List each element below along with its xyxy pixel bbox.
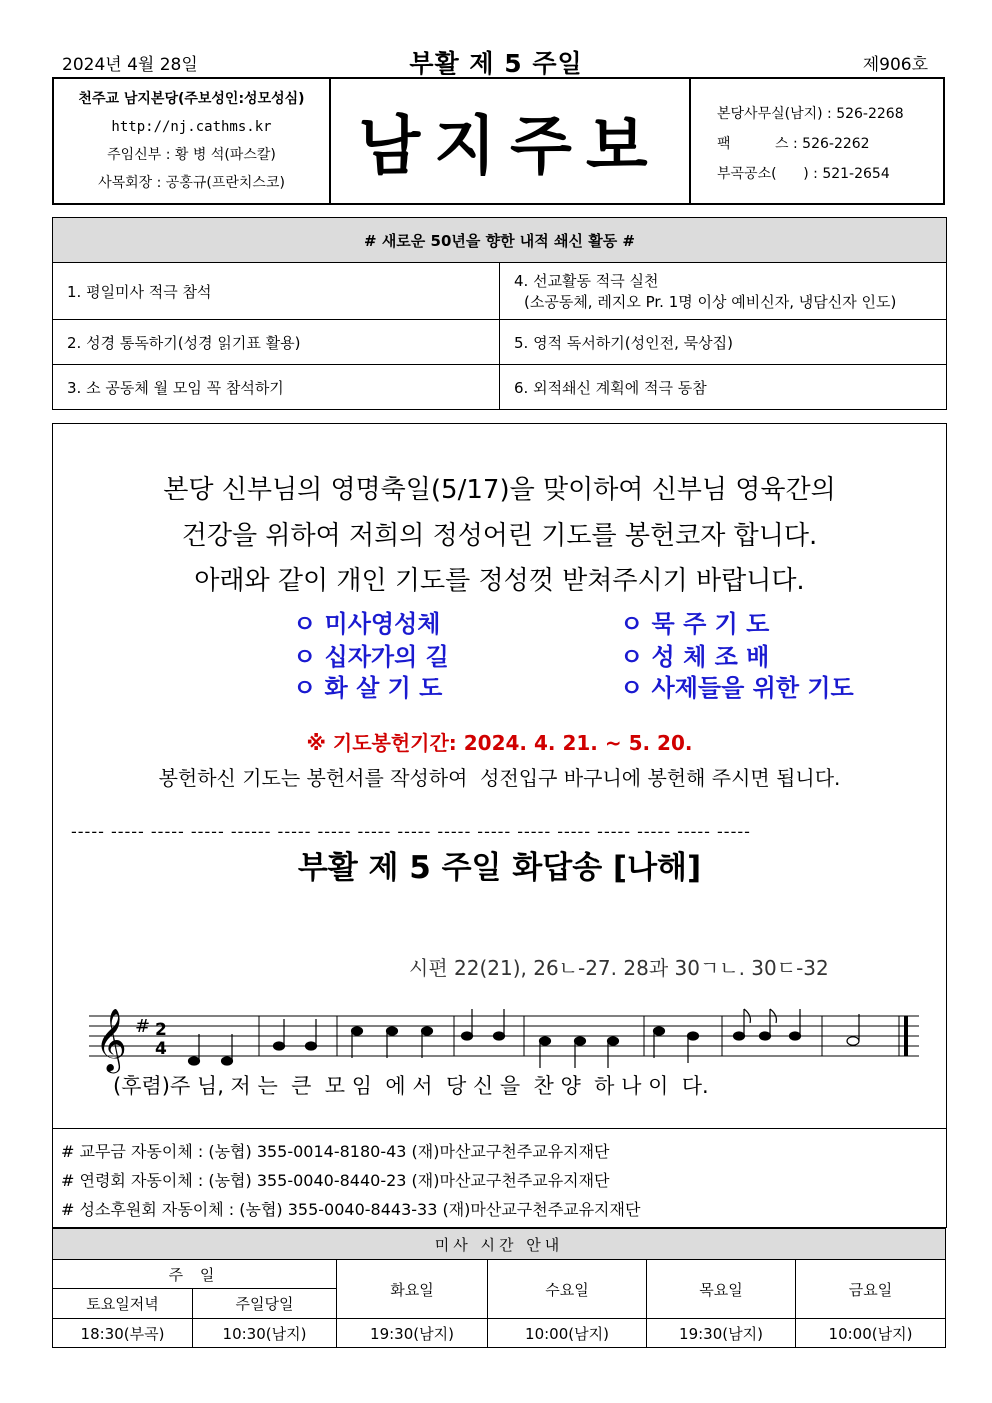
mass-time: 18:30(부곡) — [53, 1319, 193, 1348]
contact-office: 본당사무실(남지) : 526-2268 — [717, 106, 904, 122]
prayer-period: ※ 기도봉헌기간: 2024. 4. 21. ~ 5. 20. — [306, 731, 693, 755]
prayer-note: 봉헌하신 기도는 봉헌서를 작성하여 성전입구 바구니에 봉헌해 주시면 됩니다. — [158, 766, 841, 790]
note — [760, 1032, 771, 1040]
note — [494, 1032, 505, 1040]
note — [274, 1042, 285, 1050]
divider: ----- ----- ----- ----- ------ ----- ----- ----- ----- ----- ----- ----- ----- ----- ----- ----- ----- — [71, 822, 751, 841]
music-staff — [89, 1002, 929, 1074]
sharp-icon: # — [135, 1016, 151, 1037]
priest-name: 주임신부 : 황 병 석(파스칼) — [107, 147, 276, 163]
note — [654, 1027, 665, 1035]
contact-fax: 팩 스 : 526-2262 — [717, 136, 870, 152]
note — [462, 1032, 473, 1040]
prayer-item: ㅇ 미사영성체 — [293, 610, 441, 638]
mass-sat-eve-header: 토요일저녁 — [53, 1289, 193, 1319]
mass-time: 19:30(남지) — [647, 1319, 796, 1348]
contact-bugok: 부곡공소( ) : 521-2654 — [717, 166, 890, 182]
prayer-line-3: 아래와 같이 개인 기도를 정성껏 받쳐주시기 바랍니다. — [194, 566, 805, 596]
mass-sun-day-header: 주일당일 — [193, 1289, 337, 1319]
parish-url[interactable]: http://nj.cathms.kr — [111, 119, 272, 135]
note — [189, 1057, 200, 1065]
activity-4-title: 4. 선교활동 적극 실천 — [514, 272, 659, 290]
time-signature-bottom: 4 — [155, 1039, 167, 1059]
prayer-line-2: 건강을 위하여 저희의 정성어린 기도를 봉헌코자 합니다. — [181, 521, 818, 551]
psalm-lyrics: (후렴)주 님, 저 는 큰 모 임 에 서 당 신 을 찬 양 하 나 이 다. — [113, 1074, 709, 1098]
prayer-item: ㅇ 십자가의 길 — [293, 643, 449, 671]
note — [575, 1037, 586, 1045]
note — [222, 1057, 233, 1065]
activity-5: 5. 영적 독서하기(성인전, 묵상집) — [500, 320, 947, 365]
activities-heading: # 새로운 50년을 향한 내적 쇄신 활동 # — [53, 218, 947, 263]
mass-time: 10:00(남지) — [796, 1319, 946, 1348]
activity-6: 6. 외적쇄신 계획에 적극 동참 — [500, 365, 947, 410]
mass-wed-header: 수요일 — [488, 1260, 647, 1319]
contact-list — [691, 79, 943, 203]
activity-4-detail: (소공동체, 레지오 Pr. 1명 이상 예비신자, 냉담신자 인도) — [524, 293, 897, 311]
bank-vocation: # 성소후원회 자동이체 : (농협) 355-0040-8443-33 (재)마산교구천주교유지재단 — [61, 1200, 641, 1219]
parish-name: 천주교 남지본당(주보성인:성모성심) — [78, 91, 305, 107]
prayer-section — [52, 423, 947, 1129]
note — [847, 1037, 859, 1045]
psalm-title: 부활 제 5 주일 화답송 [나해] — [297, 850, 702, 886]
prayer-item: ㅇ 묵 주 기 도 — [620, 610, 770, 638]
prayer-line-1: 본당 신부님의 영명축일(5/17)을 맞이하여 신부님 영육간의 — [163, 475, 836, 505]
treble-clef-icon: 𝄞 — [95, 1008, 127, 1071]
activity-1: 1. 평일미사 적극 참석 — [53, 263, 500, 320]
note — [688, 1032, 699, 1040]
note — [422, 1027, 433, 1035]
note — [790, 1032, 801, 1040]
page-title: 부활 제 5 주일 — [409, 49, 583, 78]
note — [734, 1032, 745, 1040]
activity-3: 3. 소 공동체 월 모임 꼭 참석하기 — [53, 365, 500, 410]
psalm-reference: 시편 22(21), 26ㄴ-27. 28과 30ㄱㄴ. 30ㄷ-32 — [409, 956, 829, 980]
mass-sunday-header: 주 일 — [53, 1260, 337, 1289]
council-chair: 사목회장 : 공홍규(프란치스코) — [98, 175, 285, 191]
activities-table — [52, 217, 947, 410]
bank-info — [52, 1129, 947, 1228]
masthead — [52, 77, 945, 205]
mass-tue-header: 화요일 — [337, 1260, 488, 1319]
bank-funeral-society: # 연령회 자동이체 : (농협) 355-0040-8440-23 (재)마산교구천주교유지재단 — [61, 1171, 610, 1190]
prayer-item: ㅇ 화 살 기 도 — [293, 674, 443, 702]
mass-thu-header: 목요일 — [647, 1260, 796, 1319]
note — [352, 1027, 363, 1035]
mass-time: 10:00(남지) — [488, 1319, 647, 1348]
mass-heading: 미사 시간 안내 — [53, 1229, 946, 1260]
mass-time: 10:30(남지) — [193, 1319, 337, 1348]
bank-tithe: # 교무금 자동이체 : (농협) 355-0014-8180-43 (재)마산교구천주교유지재단 — [61, 1142, 610, 1161]
parish-info — [54, 79, 331, 203]
note — [540, 1037, 551, 1045]
note — [306, 1042, 317, 1050]
issue-date: 2024년 4월 28일 — [62, 55, 198, 75]
issue-number: 제906호 — [862, 55, 928, 75]
time-signature-top: 2 — [155, 1020, 167, 1040]
bulletin-name: 남지주보 — [331, 79, 691, 203]
prayer-item: ㅇ 사제들을 위한 기도 — [620, 674, 854, 702]
mass-time: 19:30(남지) — [337, 1319, 488, 1348]
note — [387, 1027, 398, 1035]
activity-2: 2. 성경 통독하기(성경 읽기표 활용) — [53, 320, 500, 365]
activity-4 — [500, 263, 947, 320]
mass-fri-header: 금요일 — [796, 1260, 946, 1319]
prayer-item: ㅇ 성 체 조 배 — [620, 643, 770, 671]
note — [608, 1037, 619, 1045]
mass-schedule-table — [52, 1228, 946, 1348]
